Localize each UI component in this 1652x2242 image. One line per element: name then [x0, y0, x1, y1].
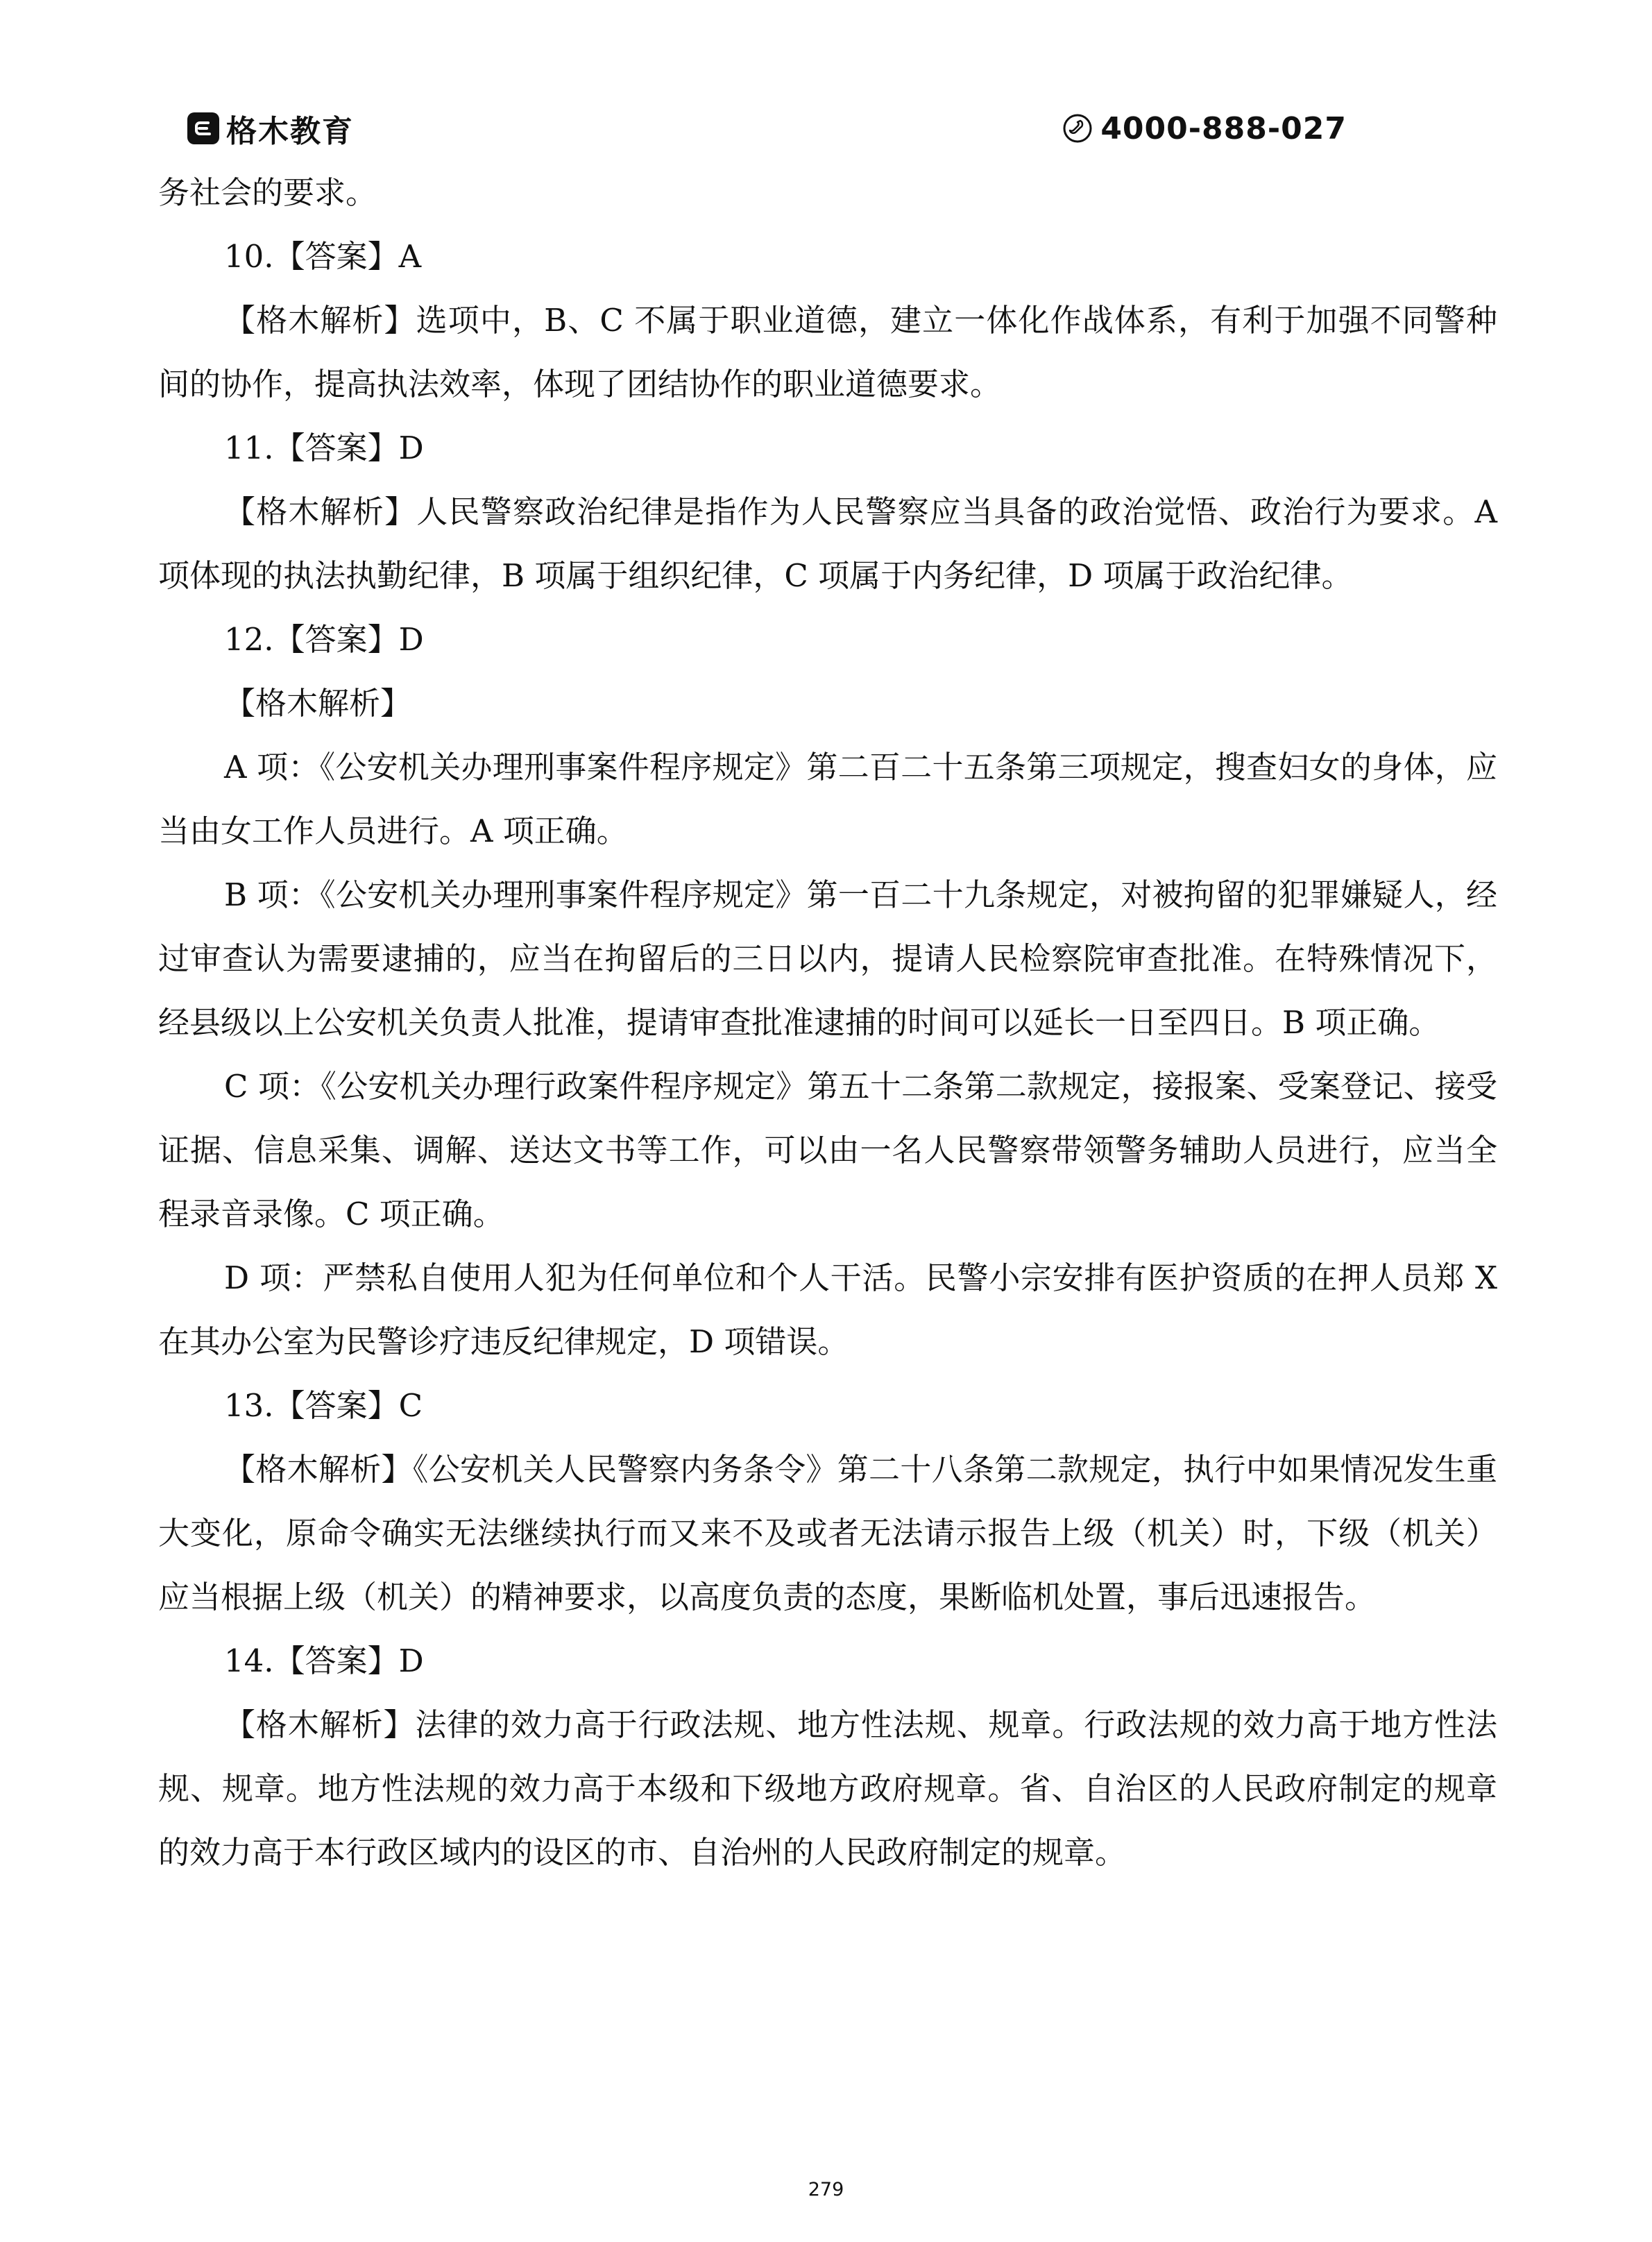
analysis-option-b-12: B 项：《公安机关办理刑事案件程序规定》第一百二十九条规定，对被拘留的犯罪嫌疑人，经过审查认为需要逮捕的，应当在拘留后的三日以内，提请人民检察院审查批准。在特殊情况下，经县级以上公安机关负责人批准，提请审查批准逮捕的时间可以延长一日至四日。B 项正确。	[158, 876, 1497, 1041]
analysis-option-d-12: D 项：严禁私自使用人犯为任何单位和个人干活。民警小宗安排有医护资质的在押人员郑 X 在其办公室为民警诊疗违反纪律规定，D 项错误。	[158, 1259, 1497, 1360]
answer-line-10: 10.【答案】A	[224, 238, 422, 275]
analysis-paragraph-10: 【格木解析】选项中，B、C 不属于职业道德，建立一体化作战体系，有利于加强不同警种间的协作，提高执法效率，体现了团结协作的职业道德要求。	[158, 302, 1497, 402]
answer-line-14: 14.【答案】D	[224, 1642, 424, 1679]
analysis-option-a-12: A 项：《公安机关办理刑事案件程序规定》第二百二十五条第三项规定，搜查妇女的身体，应当由女工作人员进行。A 项正确。	[158, 749, 1497, 849]
analysis-heading-12: 【格木解析】	[224, 685, 412, 722]
phone-handset-icon	[1062, 112, 1093, 144]
phone-contact	[1062, 111, 1347, 146]
document-body	[158, 161, 1497, 1885]
brand-logo	[187, 106, 354, 151]
answer-line-13: 13.【答案】C	[224, 1387, 423, 1424]
analysis-paragraph-11: 【格木解析】人民警察政治纪律是指作为人民警察应当具备的政治觉悟、政治行为要求。A 项体现的执法执勤纪律，B 项属于组织纪律，C 项属于内务纪律，D 项属于政治纪律。	[158, 493, 1497, 594]
analysis-paragraph-13: 【格木解析】《公安机关人民警察内务条令》第二十八条第二款规定，执行中如果情况发生重大变化，原命令确实无法继续执行而又来不及或者无法请示报告上级（机关）时，下级（机关）应当根据上级（机关）的精神要求，以高度负责的态度，果断临机处置，事后迅速报告。	[158, 1451, 1497, 1615]
answer-line-12: 12.【答案】D	[224, 621, 424, 658]
analysis-paragraph-14: 【格木解析】法律的效力高于行政法规、地方性法规、规章。行政法规的效力高于地方性法规、规章。地方性法规的效力高于本级和下级地方政府规章。省、自治区的人民政府制定的规章的效力高于本行政区域内的设区的市、自治州的人民政府制定的规章。	[158, 1706, 1497, 1871]
brand-name: 格木教育	[226, 114, 354, 149]
answer-line-11: 11.【答案】D	[224, 430, 424, 466]
page-number: 279	[808, 2179, 844, 2200]
paragraph: 务社会的要求。	[158, 174, 377, 211]
analysis-option-c-12: C 项：《公安机关办理行政案件程序规定》第五十二条第二款规定，接报案、受案登记、接受证据、信息采集、调解、送达文书等工作，可以由一名人民警察带领警务辅助人员进行，应当全程录音录像。C 项正确。	[158, 1068, 1497, 1232]
phone-number: 4000-888-027	[1100, 110, 1347, 146]
page-header	[187, 104, 1465, 153]
brand-e-logo-icon	[187, 112, 219, 144]
